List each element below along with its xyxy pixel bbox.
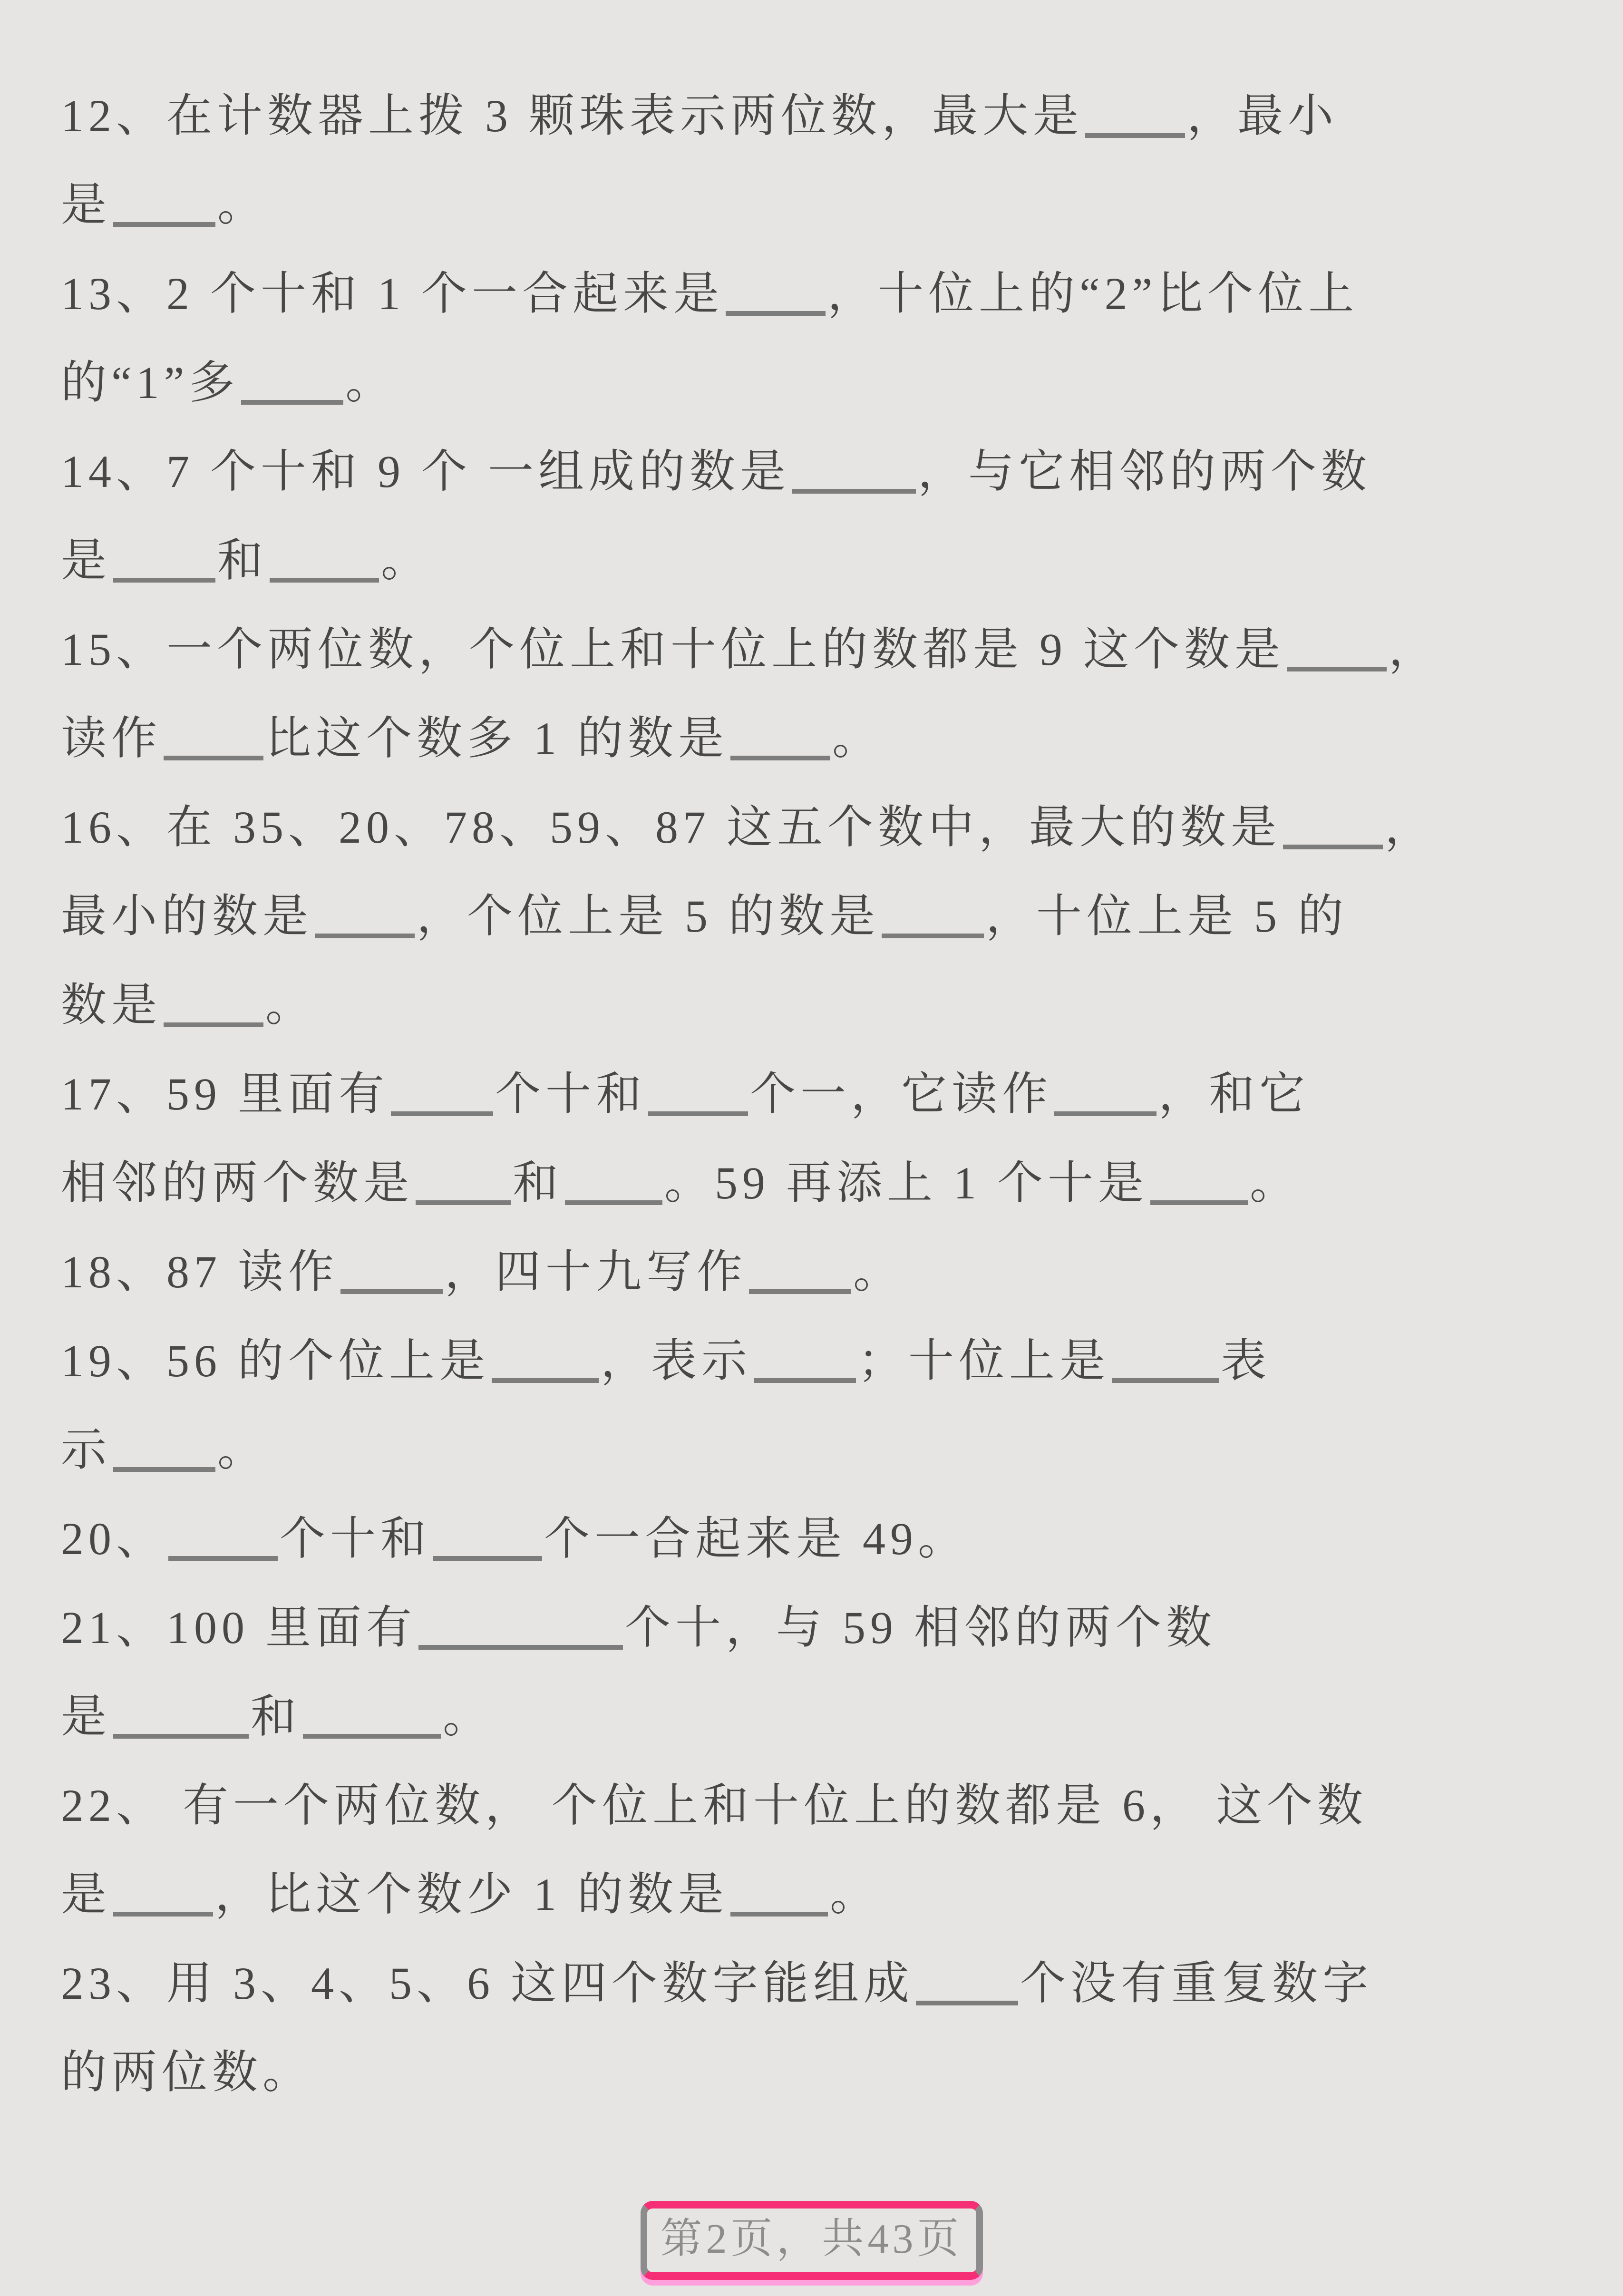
answer-blank <box>113 1734 249 1739</box>
answer-blank <box>1287 667 1387 671</box>
answer-blank <box>1085 133 1185 138</box>
line-text: ，最小 <box>1187 90 1338 141</box>
line-text: 示 <box>61 1424 111 1475</box>
worksheet-line <box>61 1583 1594 1672</box>
answer-blank <box>113 222 215 227</box>
worksheet-line <box>61 1494 1594 1583</box>
line-text: ， <box>1385 802 1435 853</box>
worksheet-line <box>61 783 1594 872</box>
line-text: ，和它 <box>1158 1069 1310 1119</box>
line-text: 。 <box>853 1246 904 1297</box>
answer-blank <box>303 1734 441 1739</box>
line-text: 是 <box>61 1691 111 1742</box>
worksheet-line <box>61 1138 1594 1227</box>
line-text: 13、2 个十和 1 个一合起来是 <box>61 268 724 319</box>
worksheet-line <box>61 1050 1594 1138</box>
line-text: 。59 再添上 1 个十是 <box>664 1158 1148 1208</box>
line-text: 是 <box>61 1869 111 1920</box>
worksheet-line <box>61 160 1594 249</box>
answer-blank <box>792 489 916 494</box>
line-text: 15、一个两位数，个位上和十位上的数都是 9 这个数是 <box>61 624 1285 675</box>
worksheet-line <box>61 694 1594 783</box>
line-text: ，四十九写作 <box>445 1246 747 1297</box>
answer-blank <box>492 1378 599 1383</box>
answer-blank <box>433 1556 542 1561</box>
line-text: ， <box>1389 624 1439 675</box>
answer-blank <box>113 1467 215 1472</box>
answer-blank <box>113 578 215 583</box>
worksheet-line <box>61 1761 1594 1850</box>
line-text: 。 <box>443 1691 493 1742</box>
answer-blank <box>916 2001 1018 2005</box>
worksheet-line <box>61 338 1594 427</box>
answer-blank <box>1150 1200 1248 1205</box>
line-text: 个一，它读作 <box>750 1069 1052 1119</box>
line-text: 17、59 里面有 <box>61 1069 389 1119</box>
line-text: 18、87 读作 <box>61 1246 339 1297</box>
worksheet-line <box>61 872 1594 961</box>
worksheet-line <box>61 71 1594 160</box>
line-text: ，十位上是 5 的 <box>986 891 1348 942</box>
line-text: 12、在计数器上拨 3 颗珠表示两位数，最大是 <box>61 90 1083 141</box>
line-text: 19、56 的个位上是 <box>61 1335 490 1386</box>
worksheet-line <box>61 2028 1594 2117</box>
line-text: 是 <box>61 535 111 586</box>
answer-blank <box>1054 1111 1157 1116</box>
worksheet-line <box>61 427 1594 516</box>
answer-blank <box>726 311 826 316</box>
page-number: 第2页，共43页 <box>660 2216 963 2262</box>
line-text: 。 <box>217 1424 268 1475</box>
line-text: ；十位上是 <box>858 1335 1110 1386</box>
worksheet-line <box>61 1227 1594 1316</box>
line-text: 。 <box>381 535 431 586</box>
line-text: 和 <box>513 1158 563 1208</box>
line-text: 表 <box>1221 1335 1271 1386</box>
answer-blank <box>241 400 343 405</box>
worksheet-lines <box>61 71 1594 2117</box>
line-text: 的“1”多 <box>61 357 240 408</box>
line-text: 个一合起来是 49。 <box>544 1513 968 1564</box>
answer-blank <box>1283 845 1383 849</box>
line-text: ，与它相邻的两个数 <box>918 446 1371 497</box>
line-text: 。 <box>832 713 883 764</box>
worksheet-line <box>61 1939 1594 2028</box>
line-text: 数是 <box>61 980 162 1031</box>
answer-blank <box>1112 1378 1219 1383</box>
line-text: ，个位上是 5 的数是 <box>417 891 880 942</box>
line-text: 。 <box>217 179 268 230</box>
line-text: ，比这个数少 1 的数是 <box>215 1869 729 1920</box>
line-text: 23、用 3、4、5、6 这四个数字能组成 <box>61 1958 914 2009</box>
line-text: 。 <box>265 980 316 1031</box>
worksheet-line <box>61 1672 1594 1761</box>
line-text: 的两位数。 <box>61 2047 313 2098</box>
line-text: 读作 <box>61 713 162 764</box>
worksheet-line <box>61 1316 1594 1405</box>
worksheet-line <box>61 1850 1594 1939</box>
line-text: 个十和 <box>495 1069 646 1119</box>
line-text: 和 <box>217 535 268 586</box>
line-text: 21、100 里面有 <box>61 1602 417 1653</box>
answer-blank <box>754 1378 856 1383</box>
line-text: 。 <box>1250 1158 1300 1208</box>
line-text: 。 <box>830 1869 880 1920</box>
line-text: 是 <box>61 179 111 230</box>
answer-blank <box>565 1200 662 1205</box>
line-text: 个十和 <box>280 1513 431 1564</box>
line-text: 。 <box>345 357 396 408</box>
worksheet-line <box>61 961 1594 1050</box>
line-text: 20、 <box>61 1513 166 1564</box>
line-text: 相邻的两个数是 <box>61 1158 414 1208</box>
answer-blank <box>164 756 263 760</box>
line-text: 14、7 个十和 9 个 一组成的数是 <box>61 446 790 497</box>
line-text: 22、 有一个两位数， 个位上和十位上的数都是 6， 这个数 <box>61 1780 1368 1831</box>
line-text: 和 <box>251 1691 301 1742</box>
answer-blank <box>882 934 984 938</box>
worksheet-line <box>61 605 1594 694</box>
line-text: 个十，与 59 相邻的两个数 <box>625 1602 1216 1653</box>
answer-blank <box>164 1022 263 1027</box>
line-text: ，十位上的“2”比个位上 <box>827 268 1359 319</box>
line-text: 个没有重复数字 <box>1020 1958 1373 2009</box>
worksheet-line <box>61 249 1594 338</box>
worksheet-line <box>61 1405 1594 1494</box>
answer-blank <box>391 1111 493 1116</box>
answer-blank <box>113 1912 213 1917</box>
answer-blank <box>168 1556 278 1561</box>
worksheet-line <box>61 516 1594 605</box>
answer-blank <box>315 934 415 938</box>
answer-blank <box>270 578 379 583</box>
page-footer <box>640 2201 982 2280</box>
answer-blank <box>418 1645 623 1650</box>
answer-blank <box>416 1200 511 1205</box>
answer-blank <box>730 1912 828 1917</box>
answer-blank <box>340 1289 443 1294</box>
answer-blank <box>730 756 830 760</box>
line-text: 最小的数是 <box>61 891 313 942</box>
answer-blank <box>749 1289 851 1294</box>
line-text: ，表示 <box>601 1335 752 1386</box>
line-text: 比这个数多 1 的数是 <box>265 713 729 764</box>
line-text: 16、在 35、20、78、59、87 这五个数中，最大的数是 <box>61 802 1281 853</box>
answer-blank <box>648 1111 748 1116</box>
